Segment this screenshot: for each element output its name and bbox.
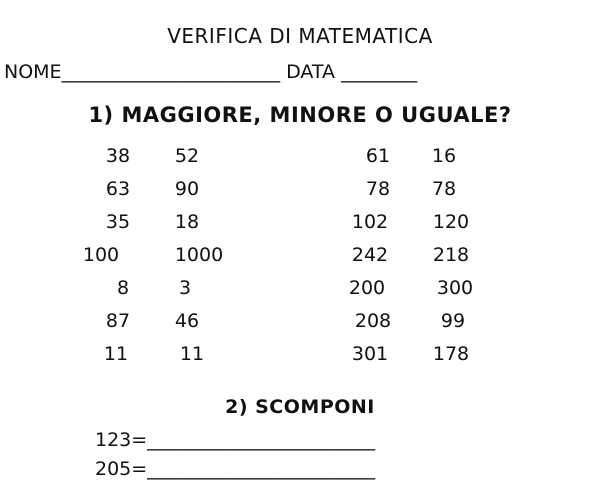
section-1-title: 1) MAGGIORE, MINORE O UGUALE? <box>88 103 512 127</box>
right-pair-2-a: 78 <box>365 178 391 200</box>
right-pair-5-b: 300 <box>436 277 474 299</box>
left-pair-2-b: 90 <box>174 178 200 200</box>
left-pair-4-a: 100 <box>82 244 120 266</box>
left-pair-6-a: 87 <box>105 310 131 332</box>
left-pair-2-a: 63 <box>105 178 131 200</box>
left-pair-3-b: 18 <box>174 211 200 233</box>
name-date-line: NOME_______________________ DATA ________ <box>4 61 418 83</box>
left-pair-7-b: 11 <box>179 343 205 365</box>
right-pair-7-b: 178 <box>432 343 470 365</box>
right-pair-5-a: 200 <box>348 277 386 299</box>
decompose-line-2: 205=________________________ <box>95 458 376 480</box>
decompose-line-1: 123=________________________ <box>95 429 376 451</box>
left-pair-5-a: 8 <box>116 277 130 299</box>
left-pair-5-b: 3 <box>178 277 192 299</box>
right-pair-1-b: 16 <box>431 145 457 167</box>
right-pair-6-b: 99 <box>440 310 466 332</box>
left-pair-3-a: 35 <box>105 211 131 233</box>
worksheet-title: VERIFICA DI MATEMATICA <box>167 24 433 48</box>
left-pair-1-b: 52 <box>174 145 200 167</box>
left-pair-4-b: 1000 <box>174 244 224 266</box>
left-pair-6-b: 46 <box>174 310 200 332</box>
right-pair-7-a: 301 <box>351 343 389 365</box>
section-2-title: 2) SCOMPONI <box>225 396 375 418</box>
left-pair-7-a: 11 <box>103 343 129 365</box>
right-pair-4-a: 242 <box>351 244 389 266</box>
right-pair-4-b: 218 <box>432 244 470 266</box>
right-pair-3-a: 102 <box>351 211 389 233</box>
right-pair-3-b: 120 <box>432 211 470 233</box>
right-pair-1-a: 61 <box>365 145 391 167</box>
left-pair-1-a: 38 <box>105 145 131 167</box>
right-pair-2-b: 78 <box>431 178 457 200</box>
right-pair-6-a: 208 <box>354 310 392 332</box>
